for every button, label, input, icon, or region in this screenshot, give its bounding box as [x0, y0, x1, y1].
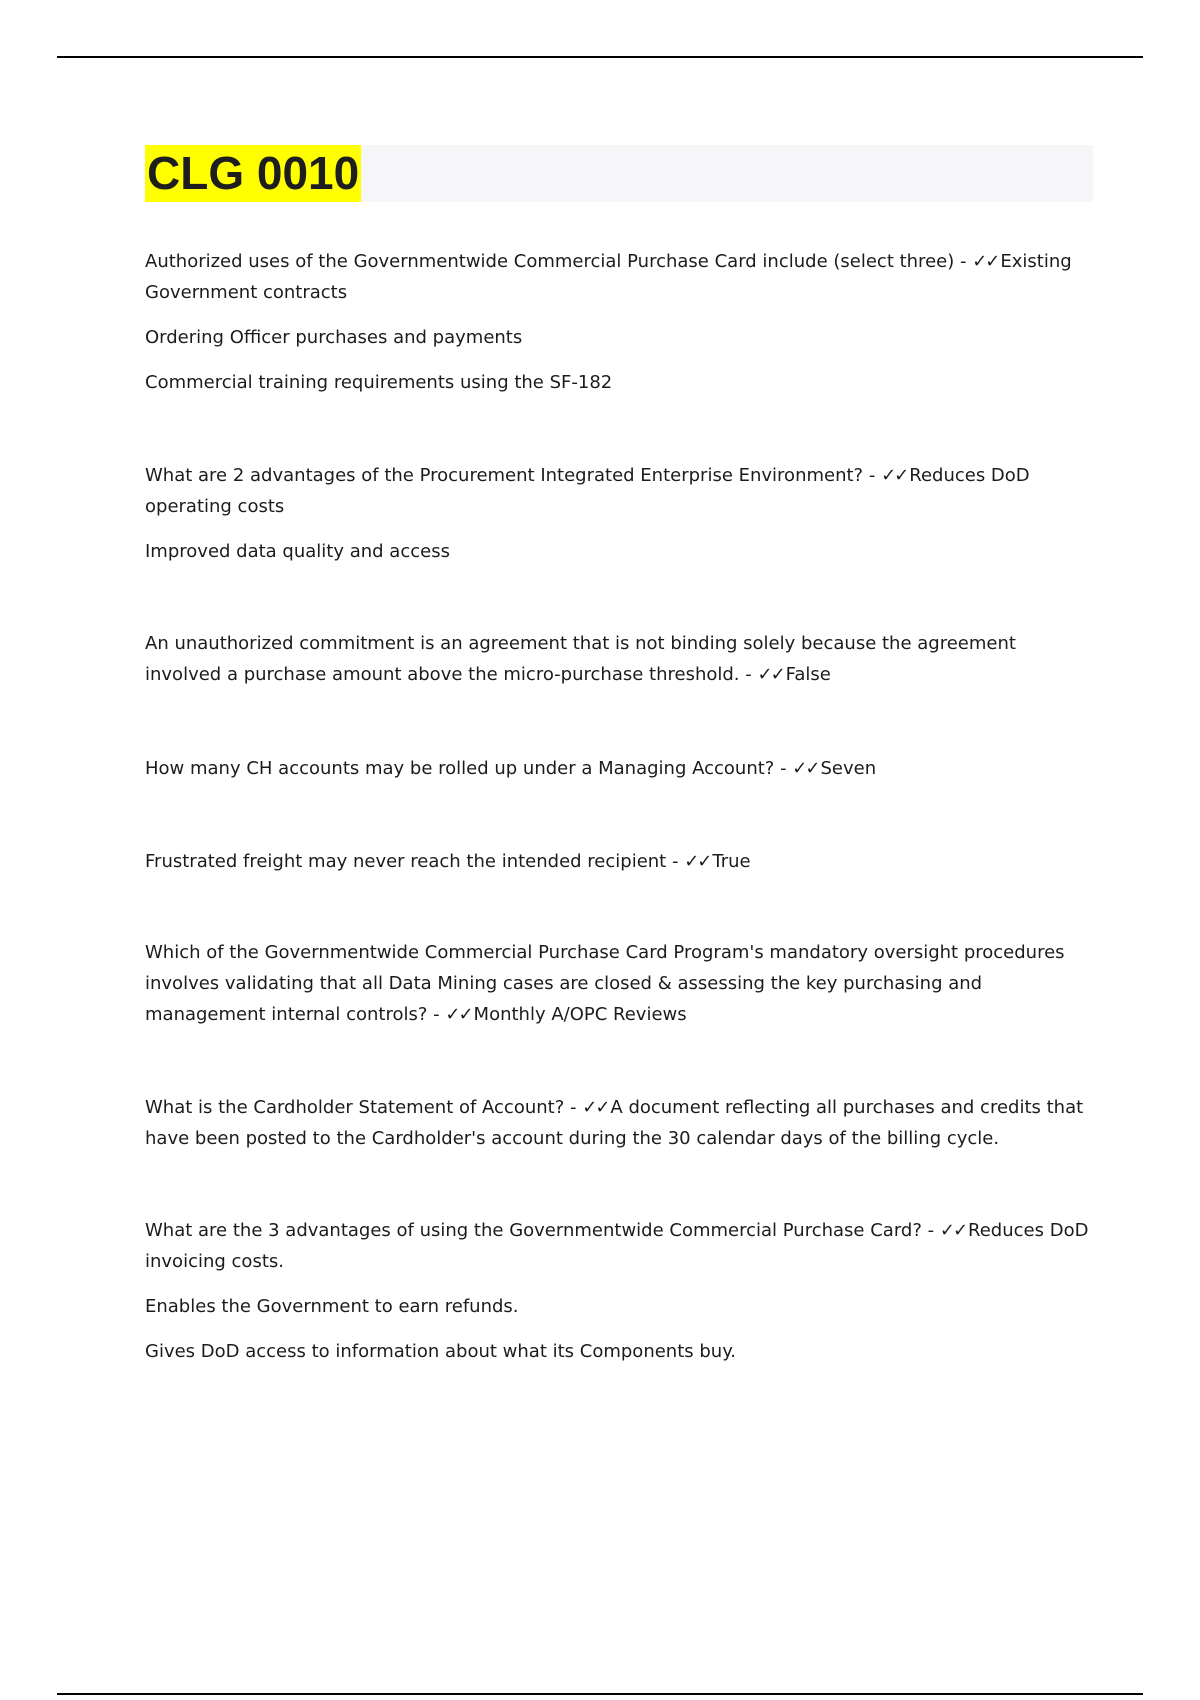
separator: -	[954, 251, 973, 272]
double-check-icon: ✓✓	[939, 1220, 967, 1241]
question-text: An unauthorized commitment is an agreement that is not binding solely because the agreement involved a purchase amount above the micro-purchase threshold.	[145, 633, 1016, 685]
double-check-icon: ✓✓	[792, 758, 819, 779]
question-text: Frustrated freight may never reach the intended recipient	[145, 851, 667, 872]
bottom-rule	[57, 1693, 1143, 1695]
double-check-icon: ✓✓	[445, 1004, 472, 1025]
double-check-icon: ✓✓	[972, 251, 999, 272]
answer-text: Existing Government contracts	[145, 251, 1072, 303]
separator: -	[774, 758, 793, 779]
qa-question-line	[145, 1215, 1095, 1277]
separator: -	[921, 1220, 940, 1241]
qa-question-line	[145, 846, 1095, 877]
double-check-icon: ✓✓	[757, 664, 784, 685]
separator: -	[564, 1097, 583, 1118]
answer-text: Monthly A/OPC Reviews	[473, 1004, 687, 1025]
qa-item-6	[145, 937, 1095, 1030]
answer-text: Seven	[820, 758, 877, 779]
answer-extra-line: Gives DoD access to information about what its Components buy.	[145, 1341, 737, 1362]
answer-extra-line: Improved data quality and access	[145, 541, 450, 562]
qa-item-4	[145, 753, 1095, 784]
answer-text: False	[785, 664, 831, 685]
qa-item-2	[145, 460, 1095, 567]
separator: -	[666, 851, 685, 872]
qa-question-line	[145, 460, 1095, 522]
answer-extra-line: Commercial training requirements using the SF-182	[145, 372, 613, 393]
double-check-icon: ✓✓	[684, 851, 711, 872]
answer-text: Reduces DoD invoicing costs.	[145, 1220, 1089, 1272]
qa-question-line	[145, 937, 1095, 1030]
qa-question-line	[145, 1092, 1095, 1154]
qa-question-line	[145, 246, 1095, 308]
qa-item-1	[145, 246, 1095, 398]
question-text: How many CH accounts may be rolled up under a Managing Account?	[145, 758, 775, 779]
qa-question-line	[145, 628, 1095, 690]
separator: -	[739, 664, 758, 685]
answer-text: True	[712, 851, 751, 872]
top-rule	[57, 56, 1143, 58]
question-text: Authorized uses of the Governmentwide Commercial Purchase Card include (select three)	[145, 251, 955, 272]
qa-item-8	[145, 1215, 1095, 1367]
title-bar	[145, 145, 1093, 202]
double-check-icon: ✓✓	[881, 465, 908, 486]
double-check-icon: ✓✓	[582, 1097, 609, 1118]
answer-extra-line: Enables the Government to earn refunds.	[145, 1296, 519, 1317]
question-text: What are the 3 advantages of using the Governmentwide Commercial Purchase Card?	[145, 1220, 922, 1241]
answer-text: Reduces DoD operating costs	[145, 465, 1030, 517]
answer-text: A document reflecting all purchases and credits that have been posted to the Cardholder's account during the 30 calendar days of the billing cycle.	[145, 1097, 1084, 1149]
qa-item-5	[145, 846, 1095, 877]
question-text: What are 2 advantages of the Procurement Integrated Enterprise Environment?	[145, 465, 864, 486]
answer-extra-line: Ordering Officer purchases and payments	[145, 327, 523, 348]
qa-item-3	[145, 628, 1095, 690]
separator: -	[863, 465, 882, 486]
question-text: What is the Cardholder Statement of Account?	[145, 1097, 565, 1118]
page-title: CLG 0010	[145, 145, 361, 202]
question-text: Which of the Governmentwide Commercial Purchase Card Program's mandatory oversight procedures involves validating that all Data Mining cases are closed & assessing the key purchasing and management internal controls?	[145, 942, 1065, 1025]
separator: -	[427, 1004, 446, 1025]
qa-item-7	[145, 1092, 1095, 1154]
qa-question-line	[145, 753, 1095, 784]
